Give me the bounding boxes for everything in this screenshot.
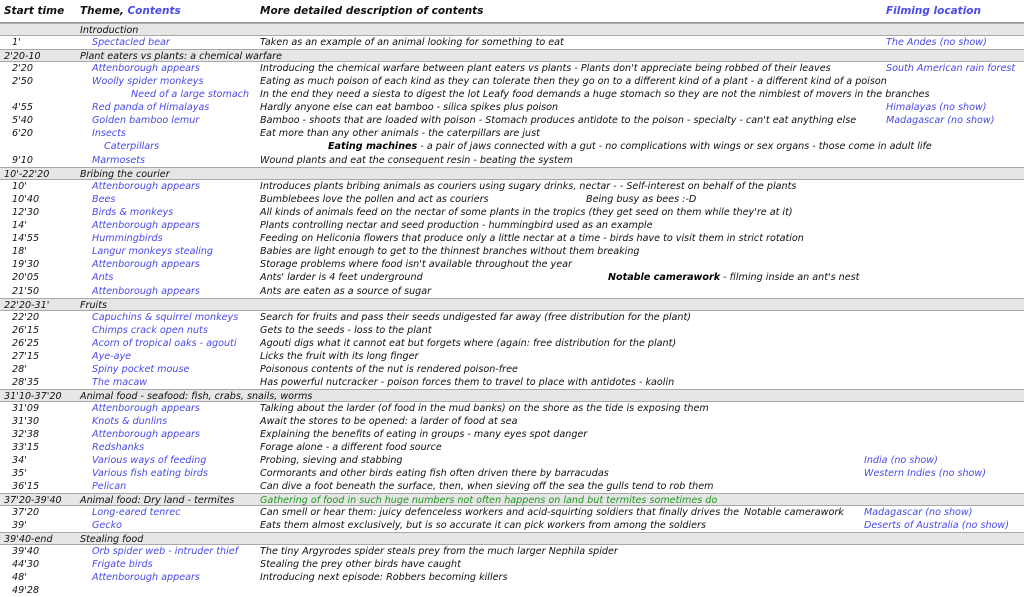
description-text: spider steals prey from the much larger [351,546,549,557]
section-title: Stealing food [80,534,144,545]
table-row [0,402,1024,415]
start-time-cell: 36'15 [12,481,40,492]
table-row [0,337,1024,350]
start-time-cell: 21'50 [12,286,40,297]
contents-link: The macaw [92,377,148,388]
contents-link: Long-eared tenrec [92,507,181,518]
description-cell: Bumblebees love the pollen and act as couriers [260,194,489,205]
start-time-cell: 37'20-39'40 [4,495,62,506]
contents-link: Hummingbirds [92,233,163,244]
start-time-cell: 10'-22'20 [4,169,50,180]
start-time-cell: 39'40-end [4,534,53,545]
filming-location: India (no show) [864,455,938,466]
filming-location: Himalayas (no show) [886,102,987,113]
contents-link: Chimps crack open nuts [92,325,208,336]
section-title: Bribing the courier [80,169,170,180]
start-time-cell: 2'20-10 [4,51,41,62]
section-row [0,298,1024,311]
description-cell: Taken as an example of an animal looking for something to eat [260,37,564,48]
contents-link: Spectacled bear [92,37,170,48]
start-time-cell: 31'09 [12,403,40,414]
contents-link: Ants [92,272,114,283]
section-title: Fruits [80,300,107,311]
table-row [0,467,1024,480]
start-time-cell: 2'20 [12,63,33,74]
contents-link: Bees [92,194,116,205]
table-row [0,219,1024,232]
start-time-cell: 39'40 [12,546,40,557]
description-cell: Agouti digs what it cannot eat but forgets where (again: free distribution for the plant) [260,338,677,349]
table-row [0,480,1024,493]
header-start-time: Start time [4,5,65,17]
section-title: Animal food: Dry land - termites [80,495,235,506]
table-row [0,88,1024,101]
table-row [0,258,1024,271]
start-time-cell: 1' [12,37,21,48]
start-time-cell: 5'40 [12,115,33,126]
table-row [0,245,1024,258]
table-row [0,311,1024,324]
start-time-cell: 22'20-31' [4,300,50,311]
contents-link: Woolly spider monkeys [92,76,204,87]
start-time-cell: 10'40 [12,194,40,205]
contents-link: Attenborough appears [92,286,200,297]
description-text: - filming inside an ant's nest [720,272,860,283]
description-cell: Ants' larder is 4 feet underground [260,272,423,283]
contents-link: Attenborough appears [92,63,200,74]
section-title: Animal food - seafood: fish, crabs, snails, worms [80,391,313,402]
start-time-cell: 26'25 [12,338,40,349]
table-row [0,571,1024,584]
description-cell: Cormorants and other birds eating fish often driven there by barracudas [260,468,609,479]
contents-link: Frigate birds [92,559,153,570]
start-time-cell: 26'15 [12,325,40,336]
table-row [0,127,1024,140]
table-row [0,36,1024,49]
description-cell: Feeding on Heliconia flowers that produce only a little nectar at a time - birds have to visit them in strict rotation [260,233,804,244]
start-time-cell: 12'30 [12,207,40,218]
contents-link: Various fish eating birds [92,468,208,479]
start-time-cell: 27'15 [12,351,40,362]
start-time-cell: 31'30 [12,416,40,427]
description-note: Notable camerawork [744,507,844,518]
contents-link: Acorn of tropical oaks - agouti [92,338,237,349]
table-row [0,154,1024,167]
description-cell: Plants controlling nectar and seed production - hummingbird used as an example [260,220,653,231]
species-name: Nephila [548,546,586,557]
contents-link: Capuchins & squirrel monkeys [92,312,239,323]
description-cell: Stealing the prey other birds have caught [260,559,461,570]
description-cell: Babies are light enough to get to the thinnest branches without them breaking [260,246,640,257]
section-row [0,49,1024,62]
description-cell: Storage problems where food isn't available throughout the year [260,259,572,270]
description-cell: Can dive a foot beneath the surface, then, when sieving off the sea the gulls tend to rob them [260,481,714,492]
description-cell: Poisonous contents of the nut is rendered poison-free [260,364,518,375]
description-cell [260,545,618,558]
contents-link: Golden bamboo lemur [92,115,200,126]
highlight-text: Notable camerawork [608,272,721,283]
table-row [0,558,1024,571]
table-row [0,415,1024,428]
table-row [0,180,1024,193]
filming-location: The Andes (no show) [886,37,987,48]
contents-link: Red panda of Himalayas [92,102,210,113]
table-row [0,193,1024,206]
start-time-cell: 34' [12,455,27,466]
start-time-cell: 44'30 [12,559,40,570]
table-row [0,545,1024,558]
section-row [0,493,1024,506]
table-row [0,101,1024,114]
section-title: Plant eaters vs plants: a chemical warfare [80,51,282,62]
contents-link: Caterpillars [104,141,160,152]
contents-link: Gecko [92,520,123,531]
contents-link: Insects [92,128,126,139]
description-text: The tiny [260,546,303,557]
contents-link: Langur monkeys stealing [92,246,213,257]
description-cell: Gets to the seeds - loss to the plant [260,325,432,336]
header-description: More detailed description of contents [260,5,484,17]
header-row [0,0,1024,23]
description-cell: Gathering of food in such huge numbers not often happens on land but termites sometimes do [260,495,718,506]
contents-link: Marmosets [92,155,145,166]
table-row [0,506,1024,519]
table-row [0,285,1024,298]
table-row [0,363,1024,376]
description-cell: In the end they need a siesta to digest the lot Leafy food demands a huge stomach so they are not the nimblest of movers in the branches [260,89,930,100]
start-time-cell: 49'28 [12,585,40,596]
filming-location: South American rain forest [886,63,1016,74]
start-time-cell: 20'05 [12,272,40,283]
table-row [0,206,1024,219]
description-cell: Probing, sieving and stabbing [260,455,403,466]
description-cell [328,140,932,154]
description-cell: Search for fruits and pass their seeds undigested far away (free distribution for the plant) [260,312,691,323]
start-time-cell: 28' [12,364,27,375]
description-cell: Explaining the benefits of eating in groups - many eyes spot danger [260,429,588,440]
start-time-cell: 39' [12,520,27,531]
contents-link: Attenborough appears [92,403,200,414]
table-row [0,454,1024,467]
start-time-cell: 18' [12,246,27,257]
highlight-text: Eating machines [328,141,418,152]
contents-link: Various ways of feeding [92,455,207,466]
start-time-cell: 14'55 [12,233,40,244]
header-location: Filming location [886,5,981,17]
description-cell: Has powerful nutcracker - poison forces them to travel to place with antidotes - kaolin [260,377,675,388]
table-row [0,350,1024,363]
contents-link: Aye-aye [92,351,132,362]
start-time-cell: 4'55 [12,102,33,113]
table-row [0,376,1024,389]
contents-link: Attenborough appears [92,181,200,192]
section-row [0,167,1024,180]
start-time-cell: 31'10-37'20 [4,391,62,402]
contents-link: Attenborough appears [92,220,200,231]
description-cell: Wound plants and eat the consequent resin - beating the system [260,155,573,166]
start-time-cell: 2'50 [12,76,33,87]
header-theme: Theme, Contents [80,5,181,17]
contents-link: Attenborough appears [92,259,200,270]
contents-link: Attenborough appears [92,429,200,440]
description-note: Being busy as bees :-D [586,194,697,205]
table-row [0,140,1024,154]
description-cell: Await the stores to be opened: a larder of food at sea [260,416,518,427]
description-cell: Ants are eaten as a source of sugar [260,286,432,297]
contents-link: Birds & monkeys [92,207,174,218]
description-cell: Eat more than any other animals - the caterpillars are just [260,128,540,139]
description-cell: Eats them almost exclusively, but is so accurate it can pick workers from among the soldiers [260,520,706,531]
section-row [0,389,1024,402]
section-title: Introduction [80,25,139,36]
start-time-cell: 37'20 [12,507,40,518]
filming-location: Madagascar (no show) [864,507,973,518]
start-time-cell: 32'38 [12,429,40,440]
contents-link: Redshanks [92,442,145,453]
contents-link: Attenborough appears [92,572,200,583]
start-time-cell: 14' [12,220,27,231]
description-cell: Hardly anyone else can eat bamboo - silica spikes plus poison [260,102,559,113]
start-time-cell: 33'15 [12,442,40,453]
table-row [0,271,1024,285]
contents-link: Spiny pocket mouse [92,364,190,375]
contents-link: Pelican [92,481,127,492]
description-cell: Introducing the chemical warfare between plant eaters vs plants - Plants don't appreciate being robbed of their leaves [260,63,831,74]
description-cell: Introducing next episode: Robbers becoming killers [260,572,508,583]
table-row [0,114,1024,127]
notable-note [608,271,859,285]
table-row [0,519,1024,532]
start-time-cell: 19'30 [12,259,40,270]
start-time-cell: 22'20 [12,312,40,323]
contents-link: Orb spider web - intruder thief [92,546,239,557]
table-row [0,428,1024,441]
section-row [0,23,1024,36]
start-time-cell: 35' [12,468,27,479]
table-row [0,441,1024,454]
start-time-cell: 48' [12,572,27,583]
description-text: spider [585,546,618,557]
start-time-cell: 9'10 [12,155,33,166]
description-cell: All kinds of animals feed on the nectar of some plants in the tropics (they get seed on them while they're at it) [260,207,793,218]
description-cell: Forage alone - a different food source [260,442,442,453]
start-time-cell: 10' [12,181,27,192]
start-time-cell: 6'20 [12,128,33,139]
species-name: Argyrodes [302,546,352,557]
section-row [0,532,1024,545]
filming-location: Deserts of Australia (no show) [864,520,1010,531]
description-cell: Talking about the larder (of food in the mud banks) on the shore as the tide is exposing them [260,403,709,414]
table-row [0,584,1024,597]
table-row [0,62,1024,75]
table-row [0,324,1024,337]
filming-location: Western Indies (no show) [864,468,987,479]
description-cell: Licks the fruit with its long finger [260,351,419,362]
description-text: - a pair of jaws connected with a gut - no complications with wings or sex organs - those come in adult life [417,141,932,152]
description-cell: Eating as much poison of each kind as they can tolerate then they go on to a different kind of a plant - a different kind of a poison [260,76,887,87]
table-row [0,232,1024,245]
filming-location: Madagascar (no show) [886,115,995,126]
contents-link: Need of a large stomach [131,89,250,100]
description-cell: Bamboo - shoots that are loaded with poison - Stomach produces antidote to the poison - specialty - can't eat anything else [260,115,857,126]
contents-link: Knots & dunlins [92,416,168,427]
description-cell: Introduces plants bribing animals as couriers using sugary drinks, nectar - - Self-interest on behalf of the plants [260,181,797,192]
table-row [0,75,1024,88]
description-cell: Can smell or hear them: juicy defenceless workers and acid-squirting soldiers that finally drives the [260,507,739,518]
start-time-cell: 28'35 [12,377,40,388]
